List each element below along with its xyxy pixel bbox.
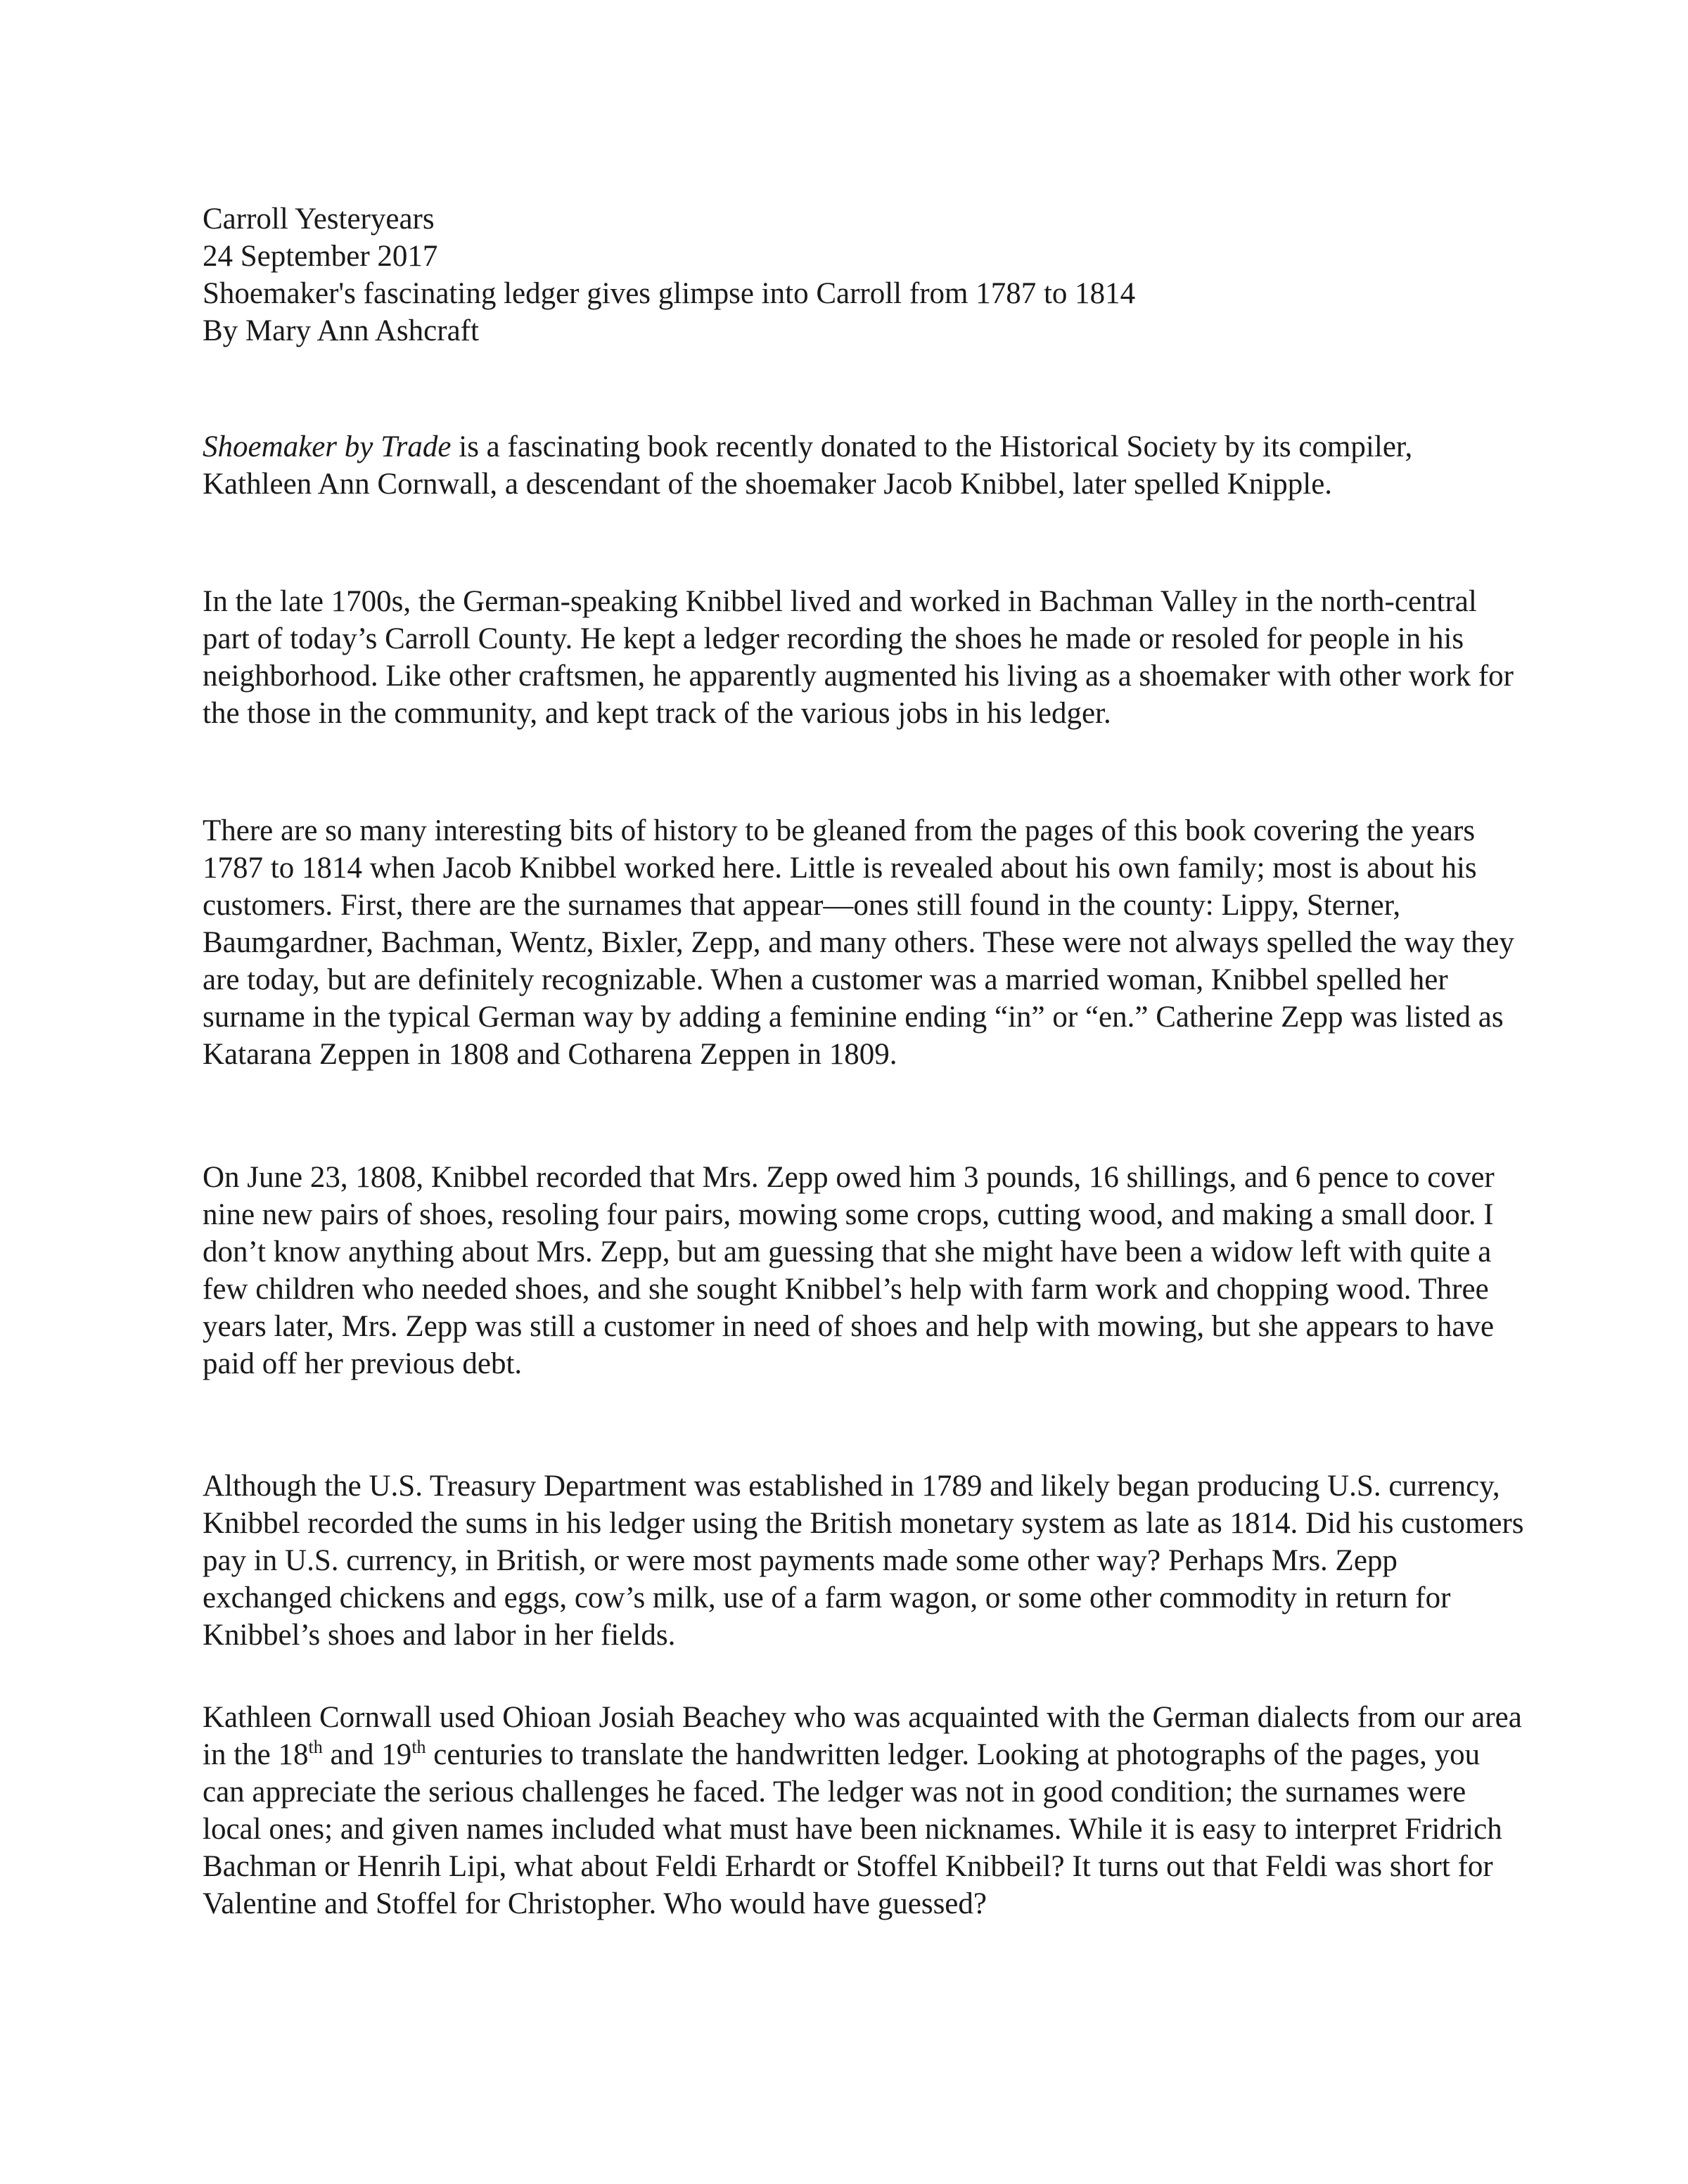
paragraph-6-text-a: Kathleen Cornwall used Ohioan Josiah Beachey who was acquainted with the German dialects from our area in the 18 xyxy=(203,1701,1522,1771)
article-header xyxy=(203,200,1525,349)
paragraph-4: On June 23, 1808, Knibbel recorded that Mrs. Zepp owed him 3 pounds, 16 shillings, and 6 pence to cover nine new pairs of shoes, resoling four pairs, mowing some crops, cutting wood, and making a small door. I don’t know anything about Mrs. Zepp, but am guessing that she might have been a widow left with quite a few children who needed shoes, and she sought Knibbel’s help with farm work and chopping wood. Three years later, Mrs. Zepp was still a customer in need of shoes and help with mowing, but she appears to have paid off her previous debt. xyxy=(203,1161,1495,1380)
byline: By Mary Ann Ashcraft xyxy=(203,314,479,347)
paragraph-1-text: is a fascinating book recently donated to the Historical Society by its compiler, Kathleen Ann Cornwall, a descendant of the shoemaker Jacob Knibbel, later spelled Knipple. xyxy=(203,430,1413,501)
paragraph-2: In the late 1700s, the German-speaking Knibbel lived and worked in Bachman Valley in the north-central part of today’s Carroll County. He kept a ledger recording the shoes he made or resoled for people in his neighborhood. Like other craftsmen, he apparently augmented his living as a shoemaker with other work for the those in the community, and kept track of the various jobs in his ledger. xyxy=(203,585,1514,730)
paragraph-6 xyxy=(203,1699,1525,1922)
publication-date: 24 September 2017 xyxy=(203,240,438,273)
column-name: Carroll Yesteryears xyxy=(203,203,435,236)
headline: Shoemaker's fascinating ledger gives glimpse into Carroll from 1787 to 1814 xyxy=(203,277,1136,310)
paragraph-1 xyxy=(203,428,1525,503)
paragraph-3: There are so many interesting bits of history to be gleaned from the pages of this book covering the years 1787 to 1814 when Jacob Knibbel worked here. Little is revealed about his own family; most is about his customers. First, there are the surnames that appear—ones still found in the county: Lippy, Sterner, Baumgardner, Bachman, Wentz, Bixler, Zepp, and many others. These were not always spelled the way they are today, but are definitely recognizable. When a customer was a married woman, Knibbel spelled her surname in the typical German way by adding a feminine ending “in” or “en.” Catherine Zepp was listed as Katarana Zeppen in 1808 and Cotharena Zeppen in 1809. xyxy=(203,814,1515,1071)
superscript-th-1: th xyxy=(308,1737,323,1757)
paragraph-6-text-b: and 19 xyxy=(322,1738,412,1771)
paragraph-6-text-c: centuries to translate the handwritten ledger. Looking at photographs of the pages, you can appreciate the serious challenges he faced. The ledger was not in good condition; the surnames were local ones; and given names included what must have been nicknames. While it is easy to interpret Fridrich Bachman or Henrih Lipi, what about Feldi Erhardt or Stoffel Knibbeil? It turns out that Feldi was short for Valentine and Stoffel for Christopher. Who would have guessed? xyxy=(203,1738,1502,1920)
paragraph-5: Although the U.S. Treasury Department was established in 1789 and likely began producing U.S. currency, Knibbel recorded the sums in his ledger using the British monetary system as late as 1814. Did his customers pay in U.S. currency, in British, or were most payments made some other way? Perhaps Mrs. Zepp exchanged chickens and eggs, cow’s milk, use of a farm wagon, or some other commodity in return for Knibbel’s shoes and labor in her fields. xyxy=(203,1470,1524,1652)
superscript-th-2: th xyxy=(411,1737,426,1757)
book-title: Shoemaker by Trade xyxy=(203,430,452,463)
